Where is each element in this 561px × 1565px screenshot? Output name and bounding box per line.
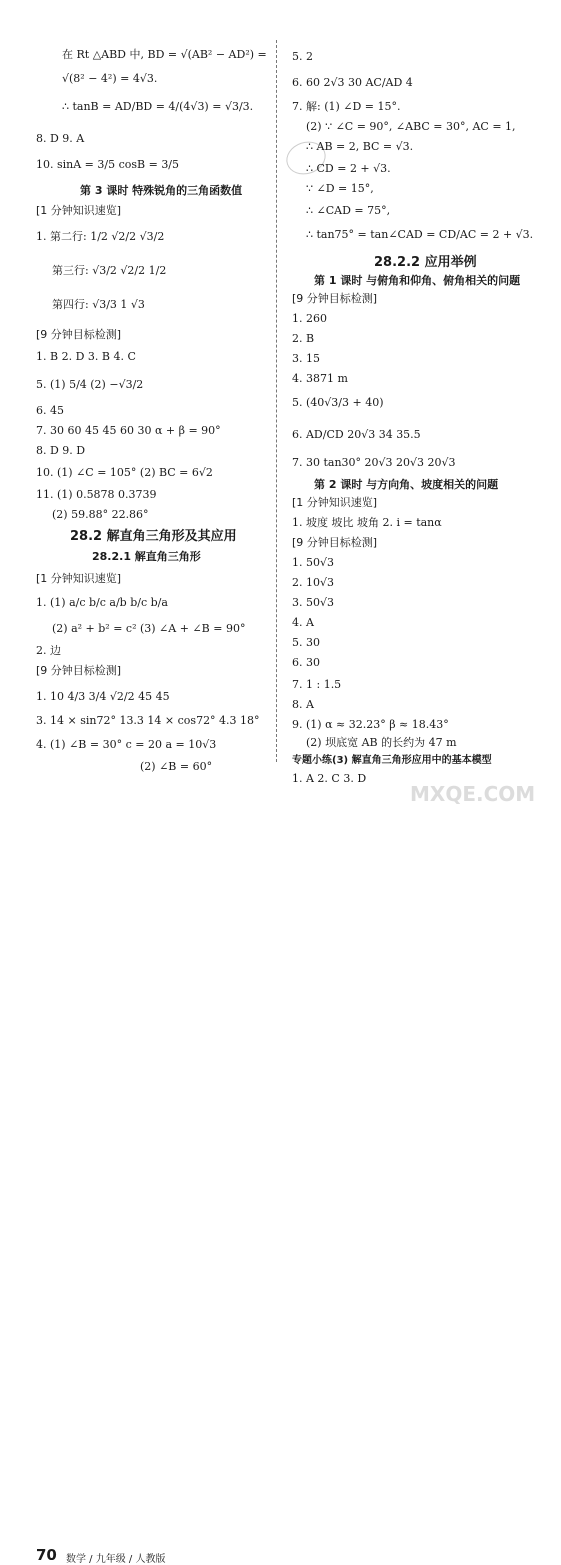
section-tag: [9 分钟目标检测] bbox=[292, 292, 378, 305]
answer-line: 4. A bbox=[292, 616, 314, 629]
answer-line: 在 Rt △ABD 中, BD = √(AB² − AD²) = bbox=[62, 48, 267, 61]
answer-line: 8. D 9. A bbox=[36, 132, 85, 145]
answer-line: 4. (1) ∠B = 30° c = 20 a = 10√3 bbox=[36, 738, 217, 751]
answer-line: 7. 30 tan30° 20√3 20√3 20√3 bbox=[292, 456, 456, 469]
answer-line: 1. 260 bbox=[292, 312, 327, 325]
answer-line: (2) 坝底宽 AB 的长约为 47 m bbox=[306, 736, 457, 749]
answer-line: 8. D 9. D bbox=[36, 444, 86, 457]
answer-line: 10. (1) ∠C = 105° (2) BC = 6√2 bbox=[36, 466, 213, 479]
column-divider bbox=[276, 40, 278, 762]
lesson-heading: 第 1 课时 与俯角和仰角、俯角相关的问题 bbox=[314, 274, 521, 287]
answer-line: 1. 10 4/3 3/4 √2/2 45 45 bbox=[36, 690, 170, 703]
answer-line: 1. 50√3 bbox=[292, 556, 334, 569]
answer-line: √(8² − 4²) = 4√3. bbox=[62, 72, 158, 85]
answer-line: ∴ tanB = AD/BD = 4/(4√3) = √3/3. bbox=[62, 100, 254, 113]
answer-line: 6. 60 2√3 30 AC/AD 4 bbox=[292, 76, 413, 89]
answer-line: ∵ ∠D = 15°, bbox=[306, 182, 374, 195]
answer-line: 1. B 2. D 3. B 4. C bbox=[36, 350, 136, 363]
section-tag: [1 分钟知识速览] bbox=[36, 572, 122, 585]
topic-heading: 专题小练(3) 解直角三角形应用中的基本模型 bbox=[292, 755, 492, 766]
section-tag: [9 分钟目标检测] bbox=[36, 328, 122, 341]
answer-line: 2. 10√3 bbox=[292, 576, 334, 589]
answer-line: 5. (40√3/3 + 40) bbox=[292, 396, 384, 409]
section-heading: 28.2 解直角三角形及其应用 bbox=[70, 529, 237, 544]
answer-line: 1. 第二行: 1/2 √2/2 √3/2 bbox=[36, 230, 165, 243]
answer-line: 2. 边 bbox=[36, 644, 61, 657]
watermark: MXQE.COM bbox=[410, 782, 536, 806]
answer-line: 5. 30 bbox=[292, 636, 320, 649]
answer-line: 1. (1) a/c b/c a/b b/c b/a bbox=[36, 596, 168, 609]
answer-line: 3. 50√3 bbox=[292, 596, 334, 609]
answer-line: ∴ CD = 2 + √3. bbox=[306, 162, 391, 175]
answer-line: 6. AD/CD 20√3 34 35.5 bbox=[292, 428, 421, 441]
answer-line: 4. 3871 m bbox=[292, 372, 348, 385]
section-tag: [1 分钟知识速览] bbox=[36, 204, 122, 217]
answer-line: (2) 59.88° 22.86° bbox=[52, 508, 149, 521]
answer-line: 10. sinA = 3/5 cosB = 3/5 bbox=[36, 158, 180, 171]
section-tag: [1 分钟知识速览] bbox=[292, 496, 378, 509]
subsection-heading: 28.2.1 解直角三角形 bbox=[92, 550, 201, 563]
answer-line: ∴ tan75° = tan∠CAD = CD/AC = 2 + √3. bbox=[306, 228, 534, 241]
answer-line: 第四行: √3/3 1 √3 bbox=[52, 298, 145, 311]
answer-line: 11. (1) 0.5878 0.3739 bbox=[36, 488, 157, 501]
answer-line: 7. 30 60 45 45 60 30 α + β = 90° bbox=[36, 424, 221, 437]
answer-line: 2. B bbox=[292, 332, 315, 345]
answer-line: 1. 坡度 坡比 坡角 2. i = tanα bbox=[292, 516, 442, 529]
answer-line: 6. 45 bbox=[36, 404, 64, 417]
answer-line: 第三行: √3/2 √2/2 1/2 bbox=[52, 264, 167, 277]
book-info: 数学 / 九年级 / 人教版 bbox=[66, 1554, 166, 1565]
answer-line: ∴ ∠CAD = 75°, bbox=[306, 204, 391, 217]
answer-line: 3. 15 bbox=[292, 352, 320, 365]
answer-line: 1. A 2. C 3. D bbox=[292, 772, 367, 785]
answer-line: 8. A bbox=[292, 698, 314, 711]
answer-line: 3. 14 × sin72° 13.3 14 × cos72° 4.3 18° bbox=[36, 714, 260, 727]
answer-line: 7. 解: (1) ∠D = 15°. bbox=[292, 100, 401, 113]
answer-line: 5. (1) 5/4 (2) −√3/2 bbox=[36, 378, 144, 391]
answer-line: 9. (1) α ≈ 32.23° β ≈ 18.43° bbox=[292, 718, 449, 731]
answer-line: (2) ∠B = 60° bbox=[140, 760, 213, 773]
page-number: 70 bbox=[36, 1546, 57, 1564]
lesson-heading: 第 2 课时 与方向角、坡度相关的问题 bbox=[314, 478, 499, 491]
answer-line: 6. 30 bbox=[292, 656, 320, 669]
lesson-heading: 第 3 课时 特殊锐角的三角函数值 bbox=[80, 184, 243, 197]
answer-line: (2) a² + b² = c² (3) ∠A + ∠B = 90° bbox=[52, 622, 246, 635]
answer-line: (2) ∵ ∠C = 90°, ∠ABC = 30°, AC = 1, bbox=[306, 120, 516, 133]
section-heading: 28.2.2 应用举例 bbox=[374, 255, 477, 270]
section-tag: [9 分钟目标检测] bbox=[292, 536, 378, 549]
answer-line: ∴ AB = 2, BC = √3. bbox=[306, 140, 414, 153]
section-tag: [9 分钟目标检测] bbox=[36, 664, 122, 677]
answer-line: 5. 2 bbox=[292, 50, 313, 63]
answer-line: 7. 1 : 1.5 bbox=[292, 678, 342, 691]
